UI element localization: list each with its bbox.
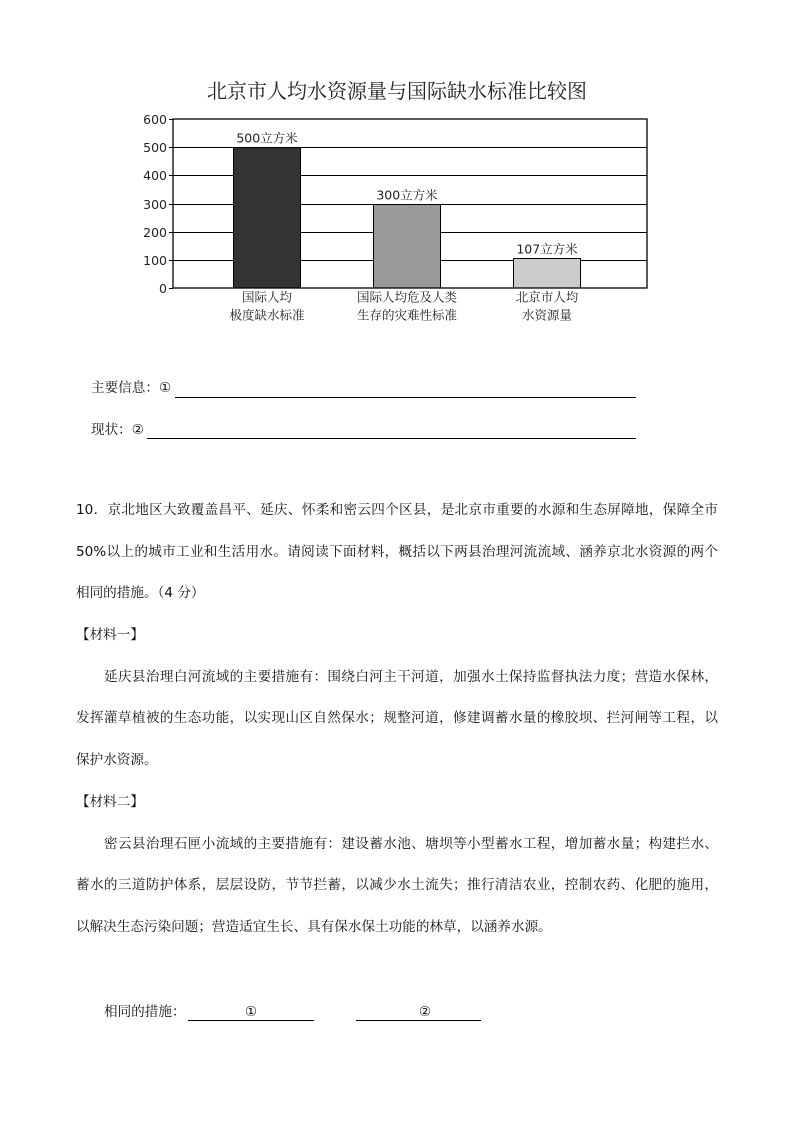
chart-title: 北京市人均水资源量与国际缺水标准比较图	[207, 79, 587, 103]
material-text-line: 发挥灌草植被的生态功能，以实现山区自然保水；规整河道，修建调蓄水量的橡胶坝、拦河闸等工程，以	[76, 710, 718, 727]
material-2	[76, 782, 718, 949]
category-label: 极度缺水标准	[229, 307, 305, 323]
material-1	[76, 615, 718, 782]
answer-blank-1: ①	[188, 1001, 314, 1021]
category-label: 北京市人均	[515, 289, 579, 305]
status-label: 现状：②	[91, 422, 144, 438]
bar-value-label: 107立方米	[516, 241, 578, 257]
category-label: 国际人均	[241, 289, 293, 305]
bar-chart	[0, 0, 794, 340]
question-10	[76, 490, 718, 615]
main-info-label: 主要信息：①	[91, 380, 172, 396]
y-tick-label: 500	[143, 140, 167, 155]
bar-value-label: 300立方米	[376, 187, 438, 203]
question-text-line: 50%以上的城市工业和生活用水。请阅读下面材料，概括以下两县治理河流流域、涵养京北水资源的两个	[76, 543, 718, 560]
material-heading: 【材料二】	[76, 793, 144, 810]
question-text-line: 10．京北地区大致覆盖昌平、延庆、怀柔和密云四个区县，是北京市重要的水源和生态屏障地，保障全市	[76, 502, 718, 518]
answer-blank-2: ②	[356, 1001, 481, 1021]
y-tick-label: 600	[143, 112, 167, 127]
same-measures-row	[104, 1001, 504, 1023]
bar	[234, 148, 301, 289]
category-label: 国际人均危及人类	[356, 289, 458, 305]
bar	[514, 259, 581, 289]
material-text-line: 保护水资源。	[76, 752, 158, 769]
material-text-line: 延庆县治理白河流域的主要措施有：围绕白河主干河道，加强水土保持监督执法力度；营造水保林，	[104, 668, 718, 685]
material-text-line: 以解决生态污染问题；营造适宜生长、具有保水保土功能的林草，以涵养水源。	[76, 918, 552, 935]
y-tick-label: 100	[143, 253, 167, 268]
status-blank-line	[147, 438, 636, 439]
y-tick-label: 400	[143, 168, 167, 183]
material-text-line: 密云县治理石匣小流域的主要措施有：建设蓄水池、塘坝等小型蓄水工程，增加蓄水量；构建拦水、	[104, 835, 718, 852]
y-tick-label: 200	[143, 225, 167, 240]
category-label: 生存的灾难性标准	[356, 307, 458, 323]
material-heading: 【材料一】	[76, 627, 144, 644]
bar	[374, 205, 441, 289]
question-text-line: 相同的措施。（4 分）	[76, 585, 205, 602]
material-text-line: 蓄水的三道防护体系，层层设防，节节拦蓄，以减少水土流失；推行清洁农业，控制农药、化肥的施用，	[76, 877, 718, 894]
bar-value-label: 500立方米	[236, 130, 298, 146]
main-info-blank-line	[175, 397, 636, 398]
category-label: 水资源量	[521, 307, 573, 323]
y-tick-label: 300	[143, 197, 167, 212]
y-tick-label: 0	[159, 281, 167, 296]
question-body	[76, 490, 718, 949]
same-measures-label: 相同的措施：	[104, 1004, 186, 1020]
